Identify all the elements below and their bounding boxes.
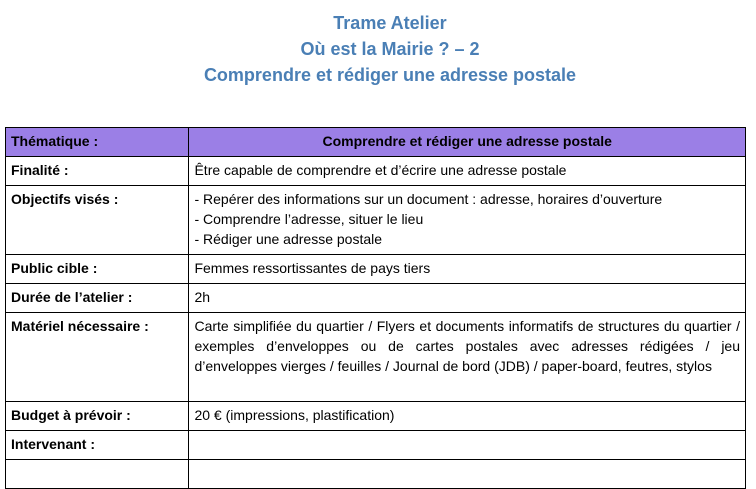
value-intervenant bbox=[189, 431, 746, 460]
row-thematique bbox=[6, 128, 746, 157]
row-public bbox=[6, 255, 746, 284]
title-line-1: Trame Atelier bbox=[333, 13, 447, 33]
document-title bbox=[0, 10, 756, 88]
objectif-item: - Repérer des informations sur un document : adresse, horaires d’ouverture bbox=[194, 191, 663, 207]
row-budget bbox=[6, 402, 746, 431]
row-objectifs bbox=[6, 186, 746, 255]
row-duree bbox=[6, 284, 746, 313]
row-finalite bbox=[6, 157, 746, 186]
title-line-2: Où est la Mairie ? – 2 bbox=[300, 39, 480, 59]
label-budget: Budget à prévoir : bbox=[6, 402, 189, 431]
title-line-3: Comprendre et rédiger une adresse postale bbox=[203, 65, 577, 85]
label-duree: Durée de l’atelier : bbox=[6, 284, 189, 313]
row-next bbox=[6, 460, 746, 489]
value-public: Femmes ressortissantes de pays tiers bbox=[189, 255, 746, 284]
label-public: Public cible : bbox=[6, 255, 189, 284]
workshop-table bbox=[5, 127, 746, 489]
objectif-item: - Comprendre l’adresse, situer le lieu bbox=[194, 211, 424, 227]
value-duree: 2h bbox=[189, 284, 746, 313]
label-objectifs: Objectifs visés : bbox=[6, 186, 189, 255]
label-materiel: Matériel nécessaire : bbox=[6, 313, 189, 402]
label-next bbox=[6, 460, 189, 489]
value-thematique: Comprendre et rédiger une adresse postale bbox=[189, 128, 746, 157]
value-finalite: Être capable de comprendre et d’écrire une adresse postale bbox=[189, 157, 746, 186]
value-next bbox=[189, 460, 746, 489]
label-thematique: Thématique : bbox=[6, 128, 189, 157]
label-finalite: Finalité : bbox=[6, 157, 189, 186]
label-intervenant: Intervenant : bbox=[6, 431, 189, 460]
objectif-item: - Rédiger une adresse postale bbox=[194, 231, 383, 247]
value-materiel: Carte simplifiée du quartier / Flyers et documents informatifs de structures du quartier / exemples d’enveloppes ou de cartes postales avec adresses rédigées / jeu d’enveloppes vierges / feuilles / Journal de bord (JDB) / paper-board, feutres, stylos bbox=[189, 313, 746, 402]
value-objectifs bbox=[189, 186, 746, 255]
row-materiel bbox=[6, 313, 746, 402]
row-intervenant bbox=[6, 431, 746, 460]
value-budget: 20 € (impressions, plastification) bbox=[189, 402, 746, 431]
